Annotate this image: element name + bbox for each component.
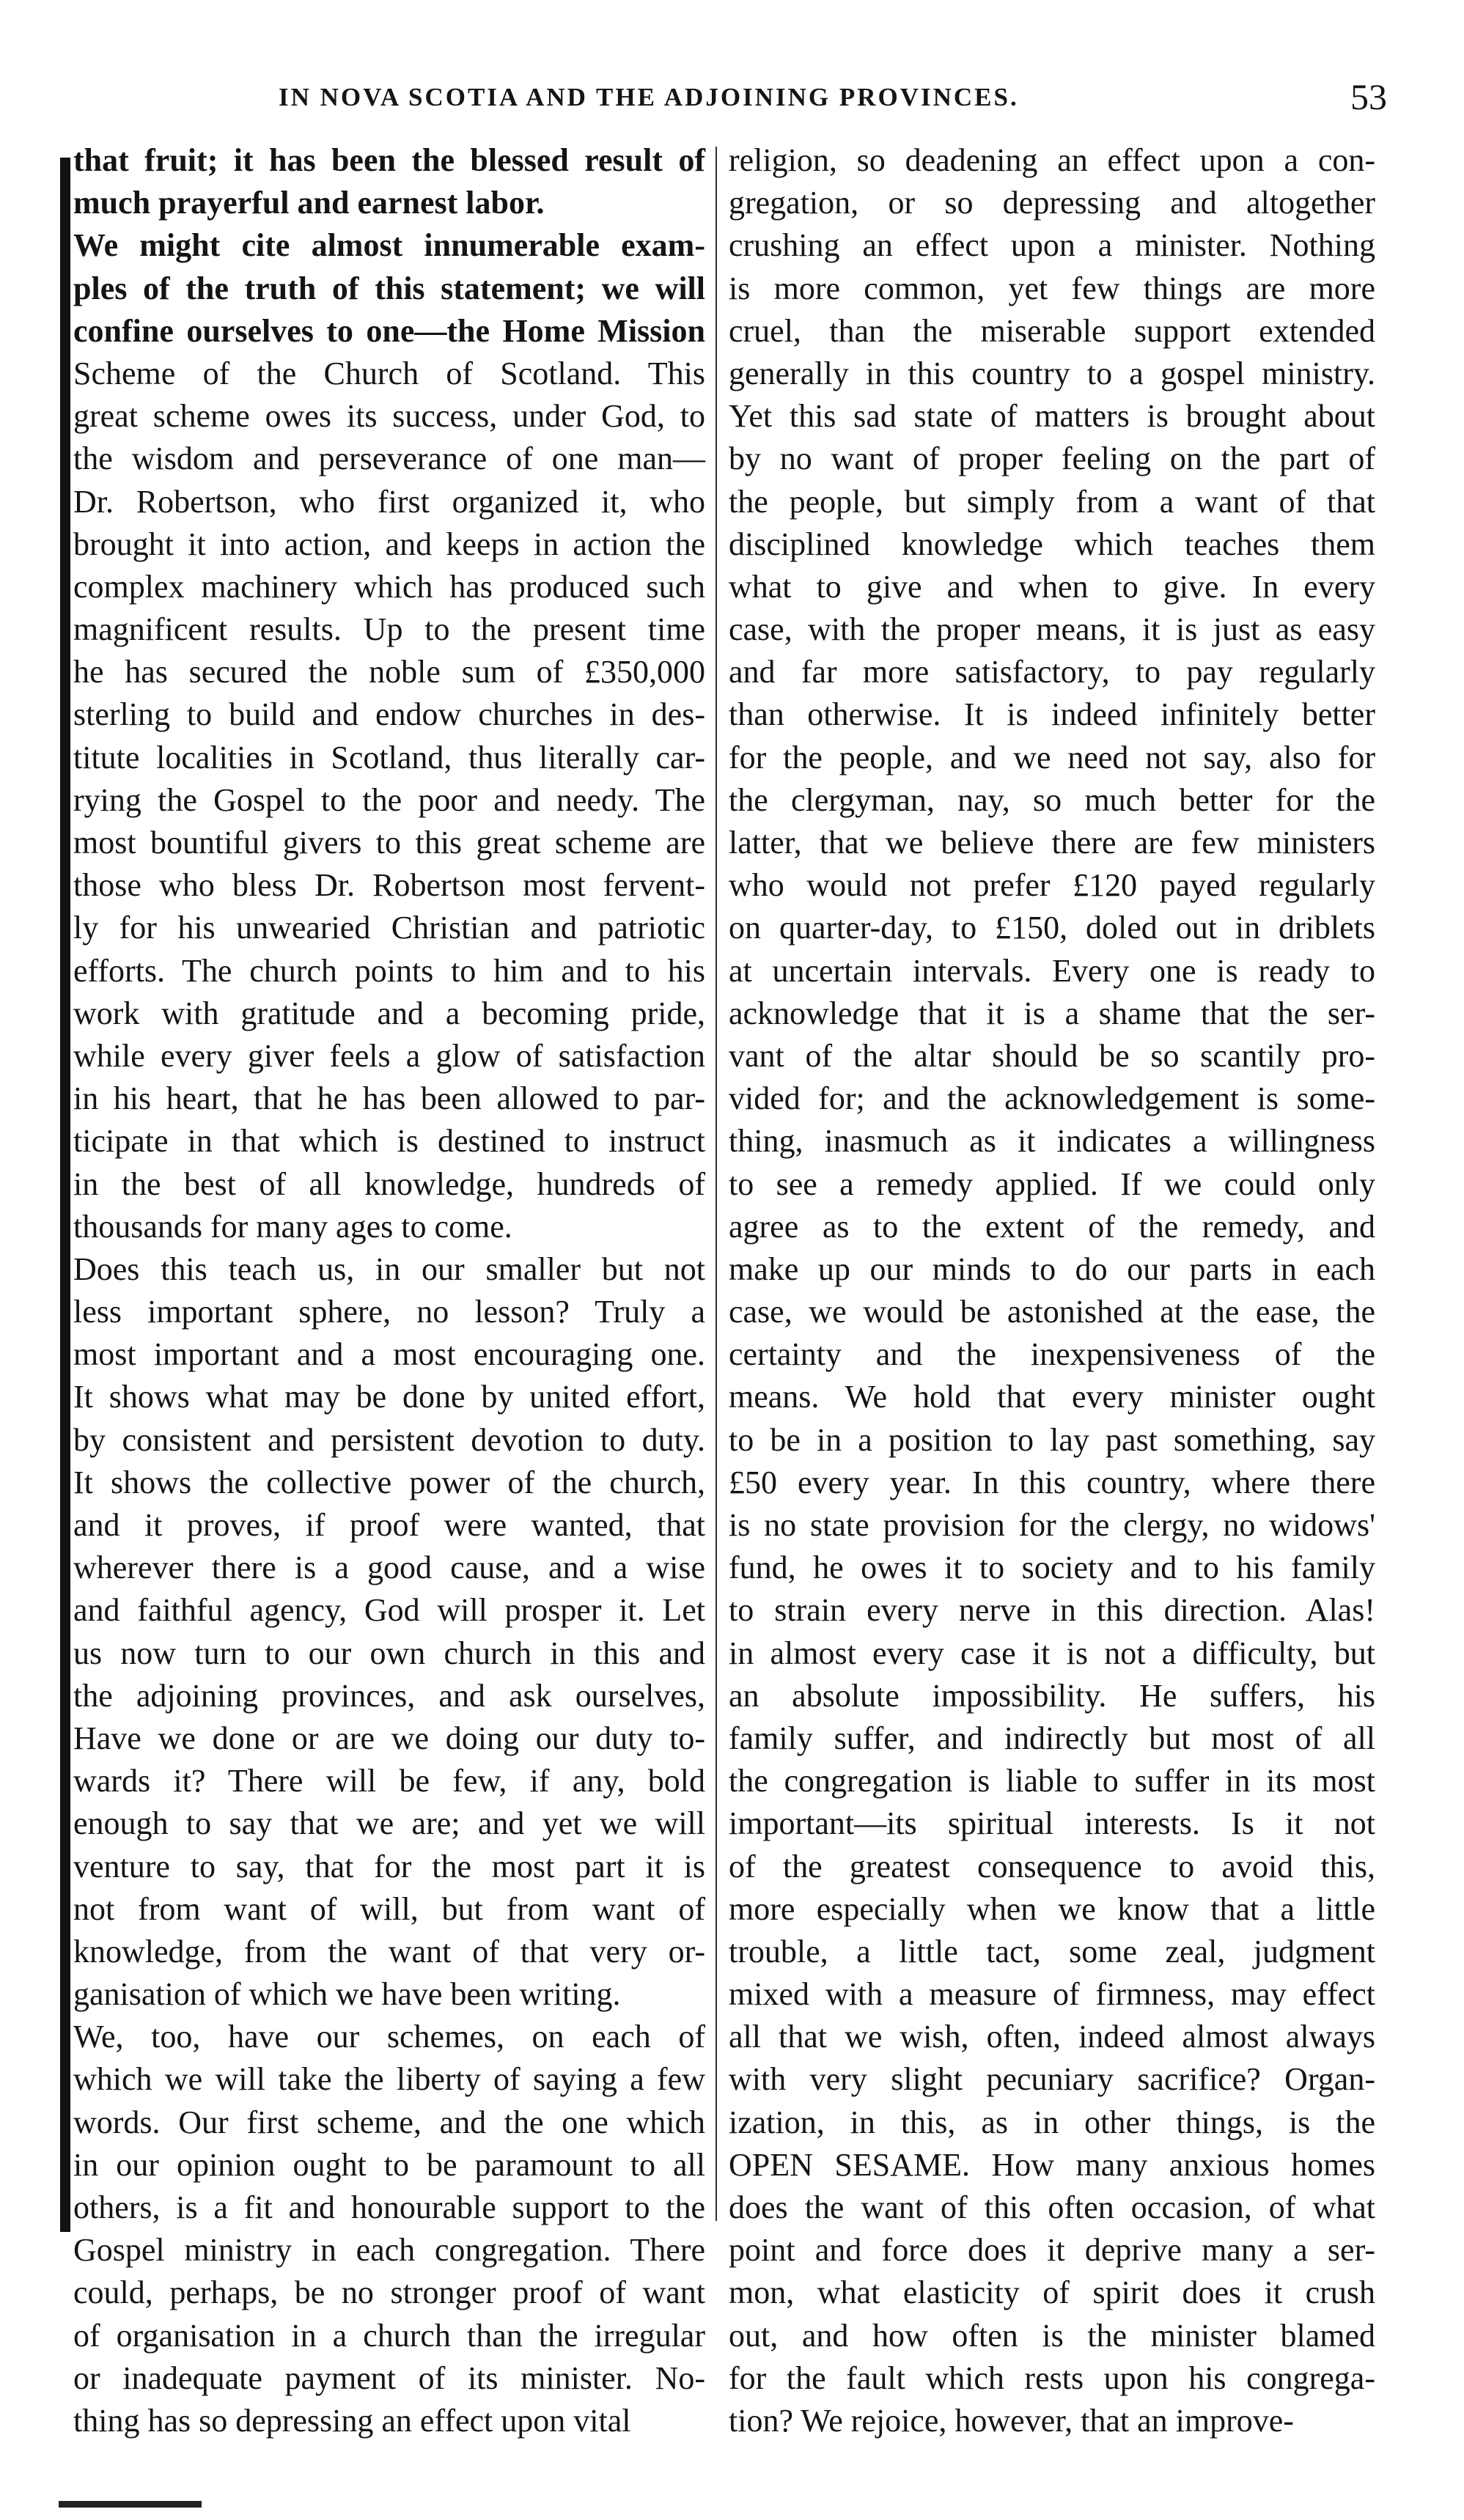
- page-number: 53: [1350, 76, 1387, 117]
- text-line: venture to say, that for the most part it is: [73, 1848, 705, 1885]
- text-line: vided for; and the acknowledgement is some-: [729, 1080, 1375, 1117]
- text-line: family suffer, and indirectly but most of all: [729, 1720, 1375, 1756]
- text-line: Gospel ministry in each congregation. There: [73, 2232, 705, 2269]
- text-line: the wisdom and perseverance of one man—: [73, 441, 705, 477]
- text-line: by no want of proper feeling on the part of: [729, 441, 1375, 477]
- text-line: complex machinery which has produced such: [73, 568, 705, 605]
- text-line: he has secured the noble sum of £350,000: [73, 654, 705, 690]
- text-line: It shows the collective power of the church,: [73, 1464, 705, 1500]
- text-line: words. Our first scheme, and the one which: [73, 2104, 705, 2140]
- text-line: thing, inasmuch as it indicates a willingness: [729, 1123, 1375, 1160]
- text-line: in the best of all knowledge, hundreds of: [73, 1165, 705, 1202]
- text-line: the adjoining provinces, and ask ourselves,: [73, 1677, 705, 1714]
- text-line: knowledge, from the want of that very or-: [73, 1933, 705, 1970]
- text-line: efforts. The church points to him and to his: [73, 952, 705, 989]
- text-line: trouble, a little tact, some zeal, judgment: [729, 1933, 1375, 1970]
- text-line: ly for his unwearied Christian and patriotic: [73, 910, 705, 946]
- text-line: all that we wish, often, indeed almost always: [729, 2019, 1375, 2055]
- text-line: is no state provision for the clergy, no widows': [729, 1507, 1375, 1543]
- text-line: than otherwise. It is indeed infinitely better: [729, 696, 1375, 733]
- text-line: out, and how often is the minister blamed: [729, 2317, 1375, 2354]
- text-line: less important sphere, no lesson? Truly a: [73, 1294, 705, 1330]
- text-line: ization, in this, as in other things, is the: [729, 2104, 1375, 2140]
- text-line: most bountiful givers to this great scheme are: [73, 825, 705, 861]
- text-line: to strain every nerve in this direction. Alas!: [729, 1592, 1375, 1629]
- text-line: the people, but simply from a want of that: [729, 483, 1375, 520]
- text-line: ples of the truth of this statement; we will: [73, 270, 705, 306]
- text-line: and it proves, if proof were wanted, that: [73, 1507, 705, 1543]
- text-line: is more common, yet few things are more: [729, 270, 1375, 306]
- text-line: £50 every year. In this country, where there: [729, 1464, 1375, 1500]
- running-head: IN NOVA SCOTIA AND THE ADJOINING PROVINCES.: [279, 83, 1019, 111]
- text-line: of the greatest consequence to avoid this,: [729, 1848, 1375, 1885]
- text-line: while every giver feels a glow of satisfaction: [73, 1037, 705, 1074]
- text-line: by consistent and persistent devotion to duty.: [73, 1421, 705, 1458]
- text-line: fund, he owes it to society and to his family: [729, 1550, 1375, 1586]
- text-line: mon, what elasticity of spirit does it crush: [729, 2274, 1375, 2311]
- text-line: mixed with a measure of firmness, may effect: [729, 1976, 1375, 2013]
- text-line: enough to say that we are; and yet we will: [73, 1805, 705, 1842]
- text-line: of organisation in a church than the irregular: [73, 2317, 705, 2354]
- text-line: on quarter-day, to £150, doled out in driblets: [729, 910, 1375, 946]
- text-line: in our opinion ought to be paramount to all: [73, 2146, 705, 2183]
- text-line: to see a remedy applied. If we could only: [729, 1165, 1375, 1202]
- text-line: Does this teach us, in our smaller but not: [73, 1250, 705, 1287]
- text-line: Have we done or are we doing our duty to-: [73, 1720, 705, 1756]
- text-line: disciplined knowledge which teaches them: [729, 526, 1375, 562]
- text-line: means. We hold that every minister ought: [729, 1379, 1375, 1415]
- binding-edge-shadow: [60, 158, 70, 2232]
- text-line: to be in a position to lay past something, say: [729, 1421, 1375, 1458]
- text-line: the clergyman, nay, so much better for the: [729, 781, 1375, 818]
- text-line: Scheme of the Church of Scotland. This: [73, 355, 705, 391]
- text-line: wherever there is a good cause, and a wise: [73, 1550, 705, 1586]
- text-line: point and force does it deprive many a ser-: [729, 2232, 1375, 2269]
- text-line: sterling to build and endow churches in des-: [73, 696, 705, 733]
- text-line: with very slight pecuniary sacrifice? Organ-: [729, 2061, 1375, 2098]
- column-divider: [716, 147, 717, 2221]
- text-line: and far more satisfactory, to pay regularly: [729, 654, 1375, 690]
- text-line: what to give and when to give. In every: [729, 568, 1375, 605]
- bottom-rule: [59, 2501, 202, 2508]
- text-line: latter, that we believe there are few ministers: [729, 825, 1375, 861]
- text-line: agree as to the extent of the remedy, and: [729, 1208, 1375, 1245]
- text-line: Yet this sad state of matters is brought about: [729, 398, 1375, 435]
- text-line: work with gratitude and a becoming pride,: [73, 995, 705, 1031]
- text-line: confine ourselves to one—the Home Mission: [73, 312, 705, 349]
- text-line: tion? We rejoice, however, that an improve-: [729, 2402, 1294, 2439]
- text-line: in his heart, that he has been allowed to par-: [73, 1080, 705, 1117]
- text-line: more especially when we know that a little: [729, 1890, 1375, 1927]
- text-line: an absolute impossibility. He suffers, his: [729, 1677, 1375, 1714]
- text-line: gregation, or so depressing and altogether: [729, 185, 1375, 221]
- text-line: or inadequate payment of its minister. No-: [73, 2359, 705, 2396]
- text-line: ganisation of which we have been writing.: [73, 1976, 621, 2013]
- text-line: thousands for many ages to come.: [73, 1208, 512, 1245]
- text-line: vant of the altar should be so scantily pro-: [729, 1037, 1375, 1074]
- text-line: and faithful agency, God will prosper it. Let: [73, 1592, 705, 1629]
- text-line: at uncertain intervals. Every one is ready to: [729, 952, 1375, 989]
- text-line: generally in this country to a gospel ministry.: [729, 355, 1375, 391]
- text-line: case, with the proper means, it is just as easy: [729, 611, 1375, 648]
- text-line: ticipate in that which is destined to instruct: [73, 1123, 705, 1160]
- page-header: [0, 70, 1464, 136]
- text-line: We might cite almost innumerable exam-: [73, 227, 705, 264]
- text-line: does the want of this often occasion, of what: [729, 2189, 1375, 2225]
- text-line: acknowledge that it is a shame that the ser-: [729, 995, 1375, 1031]
- text-line: who would not prefer £120 payed regularly: [729, 867, 1375, 904]
- text-line: case, we would be astonished at the ease, the: [729, 1294, 1375, 1330]
- text-line: that fruit; it has been the blessed result of: [73, 142, 705, 178]
- text-line: thing has so depressing an effect upon vital: [73, 2402, 631, 2439]
- text-line: us now turn to our own church in this and: [73, 1635, 705, 1671]
- text-line: not from want of will, but from want of: [73, 1890, 705, 1927]
- text-line: magnificent results. Up to the present time: [73, 611, 705, 648]
- text-line: for the people, and we need not say, also for: [729, 739, 1375, 775]
- text-line: brought it into action, and keeps in action the: [73, 526, 705, 562]
- text-line: rying the Gospel to the poor and needy. The: [73, 781, 705, 818]
- text-line: for the fault which rests upon his congrega-: [729, 2359, 1375, 2396]
- text-line: which we will take the liberty of saying a few: [73, 2061, 705, 2098]
- text-line: It shows what may be done by united effort,: [73, 1379, 705, 1415]
- left-column: [73, 139, 705, 2442]
- text-line: most important and a most encouraging one.: [73, 1336, 705, 1373]
- text-line: religion, so deadening an effect upon a con-: [729, 142, 1375, 178]
- text-line: in almost every case it is not a difficulty, but: [729, 1635, 1375, 1671]
- text-line: We, too, have our schemes, on each of: [73, 2019, 705, 2055]
- text-line: OPEN SESAME. How many anxious homes: [729, 2146, 1375, 2183]
- right-column: [729, 139, 1375, 2442]
- text-line: could, perhaps, be no stronger proof of want: [73, 2274, 705, 2311]
- text-line: much prayerful and earnest labor.: [73, 185, 545, 221]
- text-line: the congregation is liable to suffer in its most: [729, 1763, 1375, 1799]
- text-line: great scheme owes its success, under God, to: [73, 398, 705, 435]
- text-line: crushing an effect upon a minister. Nothing: [729, 227, 1375, 264]
- text-line: those who bless Dr. Robertson most fervent-: [73, 867, 705, 904]
- text-line: make up our minds to do our parts in each: [729, 1250, 1375, 1287]
- text-line: others, is a fit and honourable support to the: [73, 2189, 705, 2225]
- text-line: titute localities in Scotland, thus literally car-: [73, 739, 705, 775]
- text-line: certainty and the inexpensiveness of the: [729, 1336, 1375, 1373]
- text-line: cruel, than the miserable support extended: [729, 312, 1375, 349]
- text-line: important—its spiritual interests. Is it not: [729, 1805, 1375, 1842]
- text-line: Dr. Robertson, who first organized it, who: [73, 483, 705, 520]
- text-line: wards it? There will be few, if any, bold: [73, 1763, 705, 1799]
